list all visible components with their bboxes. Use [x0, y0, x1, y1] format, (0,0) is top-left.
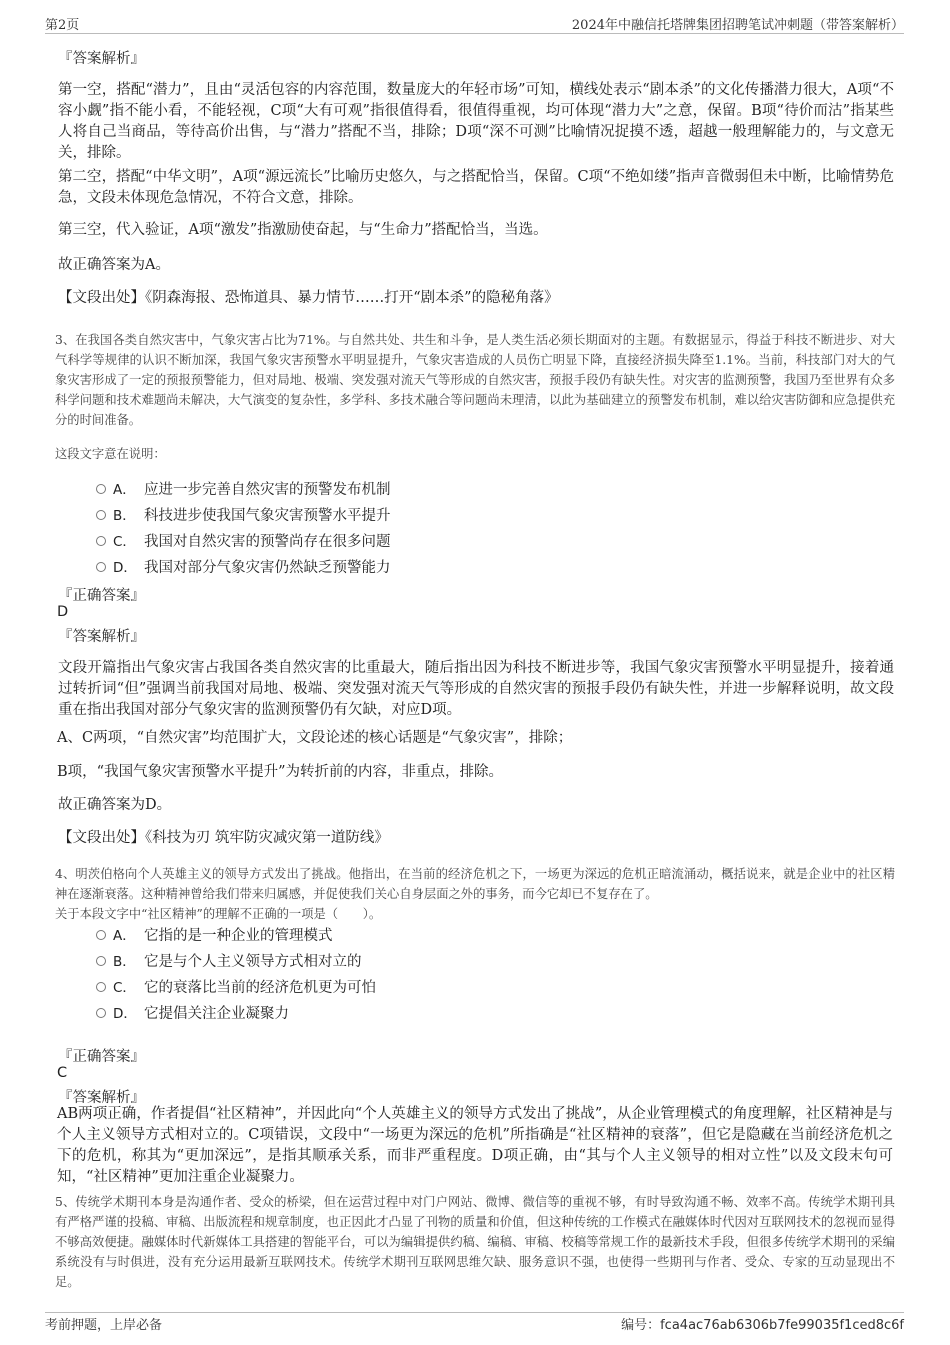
radio-icon[interactable]: [96, 1008, 106, 1018]
q5-stem: 5、传统学术期刊本身是沟通作者、受众的桥梁，但在运营过程中对门户网站、微博、微信等的重视不够，有时导致沟通不畅、效率不高。传统学术期刊具有严格严谨的投稿、审稿、出版流程和规章制度，也正因此才凸显了刊物的质量和价值，但这种传统的工作模式在融媒体时代因对互联网技术的忽视而显得不够高效便捷。融媒体时代新媒体工具搭建的智能平台，可以为编辑提供约稿、编稿、审稿、校稿等常规工作的最新技术手段，但很多传统学术期刊的采编系统没有与时俱进，没有充分运用最新互联网技术。传统学术期刊互联网思维欠缺、服务意识不强，也使得一些期刊与作者、受众、专家的互动显现出不足。: [55, 1195, 895, 1289]
footer-divider: [45, 1312, 904, 1313]
option-text: 应进一步完善自然灾害的预警发布机制: [144, 482, 391, 498]
q2-analysis-p3: 第三空，代入验证，A项“激发”指激励使奋起，与“生命力”搭配恰当，当选。: [58, 222, 548, 238]
q3-option-a[interactable]: [96, 480, 391, 500]
q3-correct-label: 『正确答案』: [58, 588, 145, 604]
option-letter: C．: [113, 980, 136, 996]
q3-source: 【文段出处】《科技为刃 筑牢防灾减灾第一道防线》: [58, 830, 389, 846]
radio-icon[interactable]: [96, 562, 106, 572]
option-text: 它是与个人主义领导方式相对立的: [144, 954, 362, 970]
radio-icon[interactable]: [96, 484, 106, 494]
q3-analysis-p2: A、C两项，“自然灾害”均范围扩大，文段论述的核心话题是“气象灾害”，排除；: [57, 730, 573, 746]
code-value: fca4ac76ab6306b7fe99035f1ced8c6f: [660, 1318, 904, 1333]
q4-question: 关于本段文字中“社区精神”的理解不正确的一项是（ ）。: [55, 907, 382, 921]
document-code: [621, 1314, 904, 1333]
q3-option-b[interactable]: [96, 506, 391, 526]
q3-stem: 3、在我国各类自然灾害中，气象灾害占比为71%。与自然共处、共生和斗争，是人类生活必须长期面对的主题。有数据显示，得益于科技不断进步、对大气科学等规律的认识不断加深，我国气象灾害预警水平明显提升，气象灾害造成的人员伤亡明显下降，直接经济损失降至1.1%。当前，科技部门对大的气象灾害形成了一定的预报预警能力，但对局地、极端、突发强对流天气等形成的自然灾害，预报手段仍有缺失性。对灾害的监测预警，我国乃至世界有众多科学问题和技术难题尚未解决，大气演变的复杂性，多学科、多技术融合等问题尚未理清，以此为基础建立的预警发布机制，难以给灾害防御和应急提供充分的时间准备。: [55, 333, 895, 427]
q3-analysis-p3: B项，“我国气象灾害预警水平提升”为转折前的内容，非重点，排除。: [57, 764, 503, 780]
option-letter: D．: [113, 1006, 137, 1022]
q4-analysis: AB两项正确，作者提倡“社区精神”，并因此向“个人英雄主义的领导方式发出了挑战”，从企业管理模式的角度理解，社区精神是与个人主义领导方式相对立的。C项错误，文段中“一场更为深远的危机”所指确是“社区精神的衰落”，但它是隐藏在当前经济危机之下的危机，称其为“更加深远”，是指其顺承关系，而非严重程度。D项正确，由“其与个人主义领导的相对立性”以及文段末句可知，“社区精神”更加注重企业凝聚力。: [57, 1106, 893, 1185]
option-text: 我国对部分气象灾害仍然缺乏预警能力: [144, 560, 391, 576]
radio-icon[interactable]: [96, 536, 106, 546]
q4-answer: C: [57, 1065, 68, 1081]
option-text: 科技进步使我国气象灾害预警水平提升: [144, 508, 391, 524]
option-letter: D．: [113, 560, 137, 576]
q4-correct-label: 『正确答案』: [58, 1049, 145, 1065]
option-letter: A．: [113, 482, 136, 498]
option-letter: B．: [113, 954, 136, 970]
option-text: 它指的是一种企业的管理模式: [144, 928, 333, 944]
option-text: 它提倡关注企业凝聚力: [144, 1006, 289, 1022]
q2-analysis-p1: 第一空，搭配“潜力”，且由“灵活包容的内容范围，数量庞大的年轻市场”可知，横线处表示“剧本杀”的文化传播潜力很大，A项“不容小觑”指不能小看，不能轻视，C项“大有可观”指很值得看，很值得重视，均可体现“潜力大”之意，保留。B项“待价而沽”指某些人将自己当商品，等待高价出售，与“潜力”搭配不当，排除；D项“深不可测”比喻情况捉摸不透，超越一般理解能力的，与文意无关，排除。: [58, 82, 894, 161]
q4-option-d[interactable]: [96, 1004, 289, 1024]
option-text: 它的衰落比当前的经济危机更为可怕: [144, 980, 376, 996]
header-divider: [45, 33, 904, 34]
q4-option-c[interactable]: [96, 978, 376, 998]
q2-analysis-p2: 第二空，搭配“中华文明”，A项“源远流长”比喻历史悠久，与之搭配恰当，保留。C项“不绝如缕”指声音微弱但未中断，比喻情势危急，文段未体现危急情况，不符合文意，排除。: [58, 169, 894, 206]
q3-analysis-label: 『答案解析』: [58, 629, 145, 645]
option-letter: B．: [113, 508, 136, 524]
q4-stem: 4、明茨伯格向个人英雄主义的领导方式发出了挑战。他指出，在当前的经济危机之下，一场更为深远的危机正暗流涌动，概括说来，就是企业中的社区精神在逐渐衰落。这种精神曾给我们带来归属感，并促使我们关心自身层面之外的事务，而今它却已不复存在了。: [55, 867, 895, 901]
option-letter: A．: [113, 928, 136, 944]
footer-slogan: 考前押题，上岸必备: [45, 1318, 163, 1333]
page-header: [0, 0, 950, 34]
option-letter: C．: [113, 534, 136, 550]
radio-icon[interactable]: [96, 510, 106, 520]
option-text: 我国对自然灾害的预警尚存在很多问题: [144, 534, 391, 550]
q2-analysis-label: 『答案解析』: [58, 51, 145, 67]
q2-source: 【文段出处】《阴森海报、恐怖道具、暴力情节……打开“剧本杀”的隐秘角落》: [58, 290, 559, 306]
code-label: 编号：: [621, 1318, 661, 1333]
q3-answer: D: [57, 604, 69, 620]
q3-option-d[interactable]: [96, 558, 391, 578]
radio-icon[interactable]: [96, 930, 106, 940]
q4-analysis-label: 『答案解析』: [58, 1090, 145, 1106]
q4-option-b[interactable]: [96, 952, 362, 972]
radio-icon[interactable]: [96, 956, 106, 966]
document-title: 2024年中融信托塔牌集团招聘笔试冲刺题（带答案解析）: [571, 18, 904, 33]
q3-question: 这段文字意在说明：: [55, 447, 166, 461]
q3-analysis-p1: 文段开篇指出气象灾害占我国各类自然灾害的比重最大，随后指出因为科技不断进步等，我国气象灾害预警水平明显提升，接着通过转折词“但”强调当前我国对局地、极端、突发强对流天气等形成的自然灾害的预报手段仍有缺失性，并进一步解释说明，故文段重在指出我国对部分气象灾害的监测预警仍有欠缺，对应D项。: [58, 660, 894, 718]
page-number: 第2页: [45, 18, 80, 33]
radio-icon[interactable]: [96, 982, 106, 992]
q4-option-a[interactable]: [96, 926, 333, 946]
q2-conclusion: 故正确答案为A。: [58, 257, 170, 273]
q3-conclusion: 故正确答案为D。: [58, 797, 172, 813]
q3-option-c[interactable]: [96, 532, 391, 552]
